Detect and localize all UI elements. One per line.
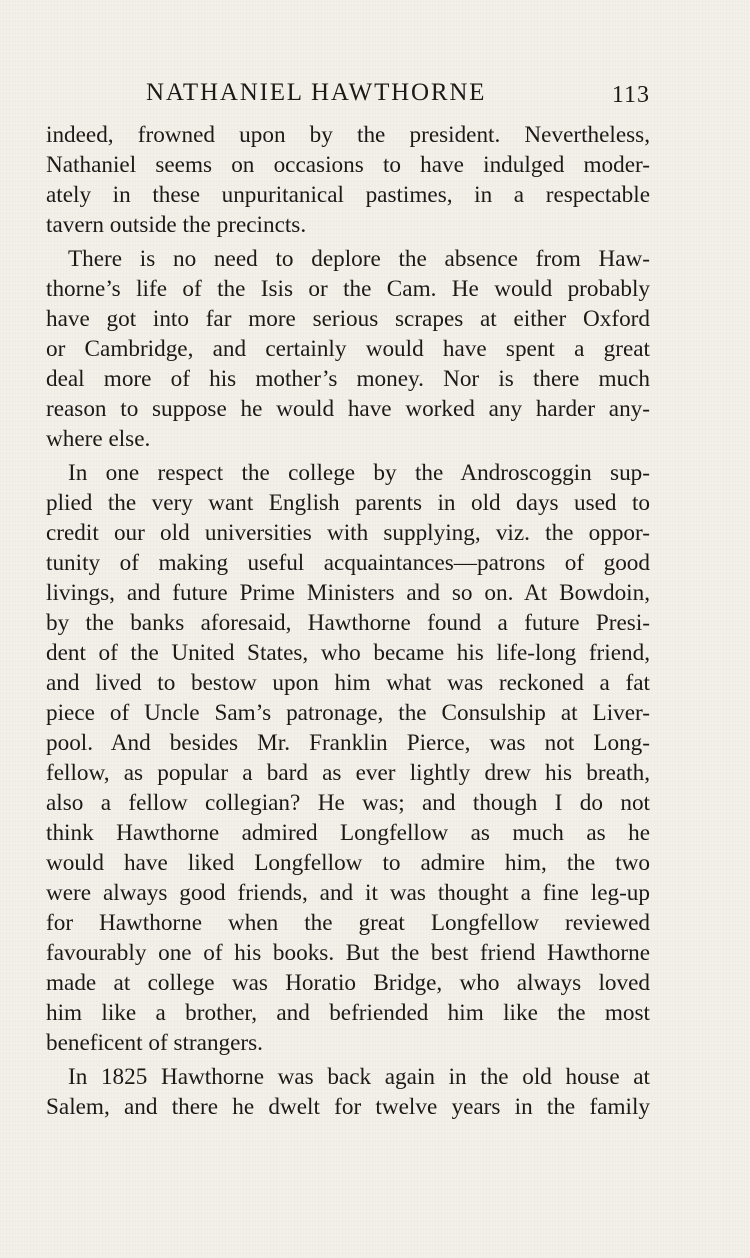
text-line: have got into far more serious scrapes at either Oxford (46, 306, 650, 332)
running-head (46, 76, 650, 110)
text-line: pool. And besides Mr. Franklin Pierce, was not Long- (46, 730, 650, 756)
paragraph (46, 120, 650, 240)
text-line: where else. (46, 426, 151, 452)
text-line: him like a brother, and befriended him like the most (46, 1000, 650, 1026)
paragraph (46, 458, 650, 1058)
text-line: by the banks aforesaid, Hawthorne found a future Presi- (46, 610, 650, 636)
text-line: beneficent of strangers. (46, 1030, 263, 1056)
text-line: were always good friends, and it was thought a fine leg-up (46, 880, 650, 906)
text-line: tavern outside the precincts. (46, 212, 307, 238)
text-line: reason to suppose he would have worked any harder any- (46, 396, 650, 422)
page-number: 113 (611, 82, 650, 108)
text-line: In one respect the college by the Androscoggin sup- (68, 460, 650, 486)
paragraph (46, 244, 650, 454)
text-line: thorne’s life of the Isis or the Cam. He would probably (46, 276, 650, 302)
text-line: tunity of making useful acquaintances—patrons of good (46, 550, 650, 576)
text-line: think Hawthorne admired Longfellow as much as he (46, 820, 650, 846)
text-line: deal more of his mother’s money. Nor is there much (46, 366, 650, 392)
paragraph (46, 1062, 650, 1122)
text-line: for Hawthorne when the great Longfellow reviewed (46, 910, 650, 936)
text-line: or Cambridge, and certainly would have spent a great (46, 336, 650, 362)
body-text (46, 120, 650, 1122)
text-line: plied the very want English parents in old days used to (46, 490, 650, 516)
text-line: In 1825 Hawthorne was back again in the old house at (68, 1064, 650, 1090)
text-line: piece of Uncle Sam’s patronage, the Consulship at Liver- (46, 700, 650, 726)
text-line: credit our old universities with supplying, viz. the oppor- (46, 520, 650, 546)
running-title: NATHANIEL HAWTHORNE (146, 79, 487, 106)
text-line: favourably one of his books. But the best friend Hawthorne (46, 940, 650, 966)
text-line: There is no need to deplore the absence from Haw- (68, 246, 650, 272)
text-line: also a fellow collegian? He was; and though I do not (46, 790, 650, 816)
text-line: and lived to bestow upon him what was reckoned a fat (46, 670, 650, 696)
text-line: made at college was Horatio Bridge, who always loved (46, 970, 650, 996)
text-line: Salem, and there he dwelt for twelve years in the family (46, 1094, 650, 1120)
text-line: Nathaniel seems on occasions to have indulged moder- (46, 152, 650, 178)
text-line: fellow, as popular a bard as ever lightly drew his breath, (46, 760, 650, 786)
text-line: livings, and future Prime Ministers and so on. At Bowdoin, (46, 580, 650, 606)
text-line: dent of the United States, who became his life-long friend, (46, 640, 650, 666)
text-line: indeed, frowned upon by the president. Nevertheless, (46, 122, 650, 148)
text-line: ately in these unpuritanical pastimes, in a respectable (46, 182, 650, 208)
text-line: would have liked Longfellow to admire him, the two (46, 850, 650, 876)
